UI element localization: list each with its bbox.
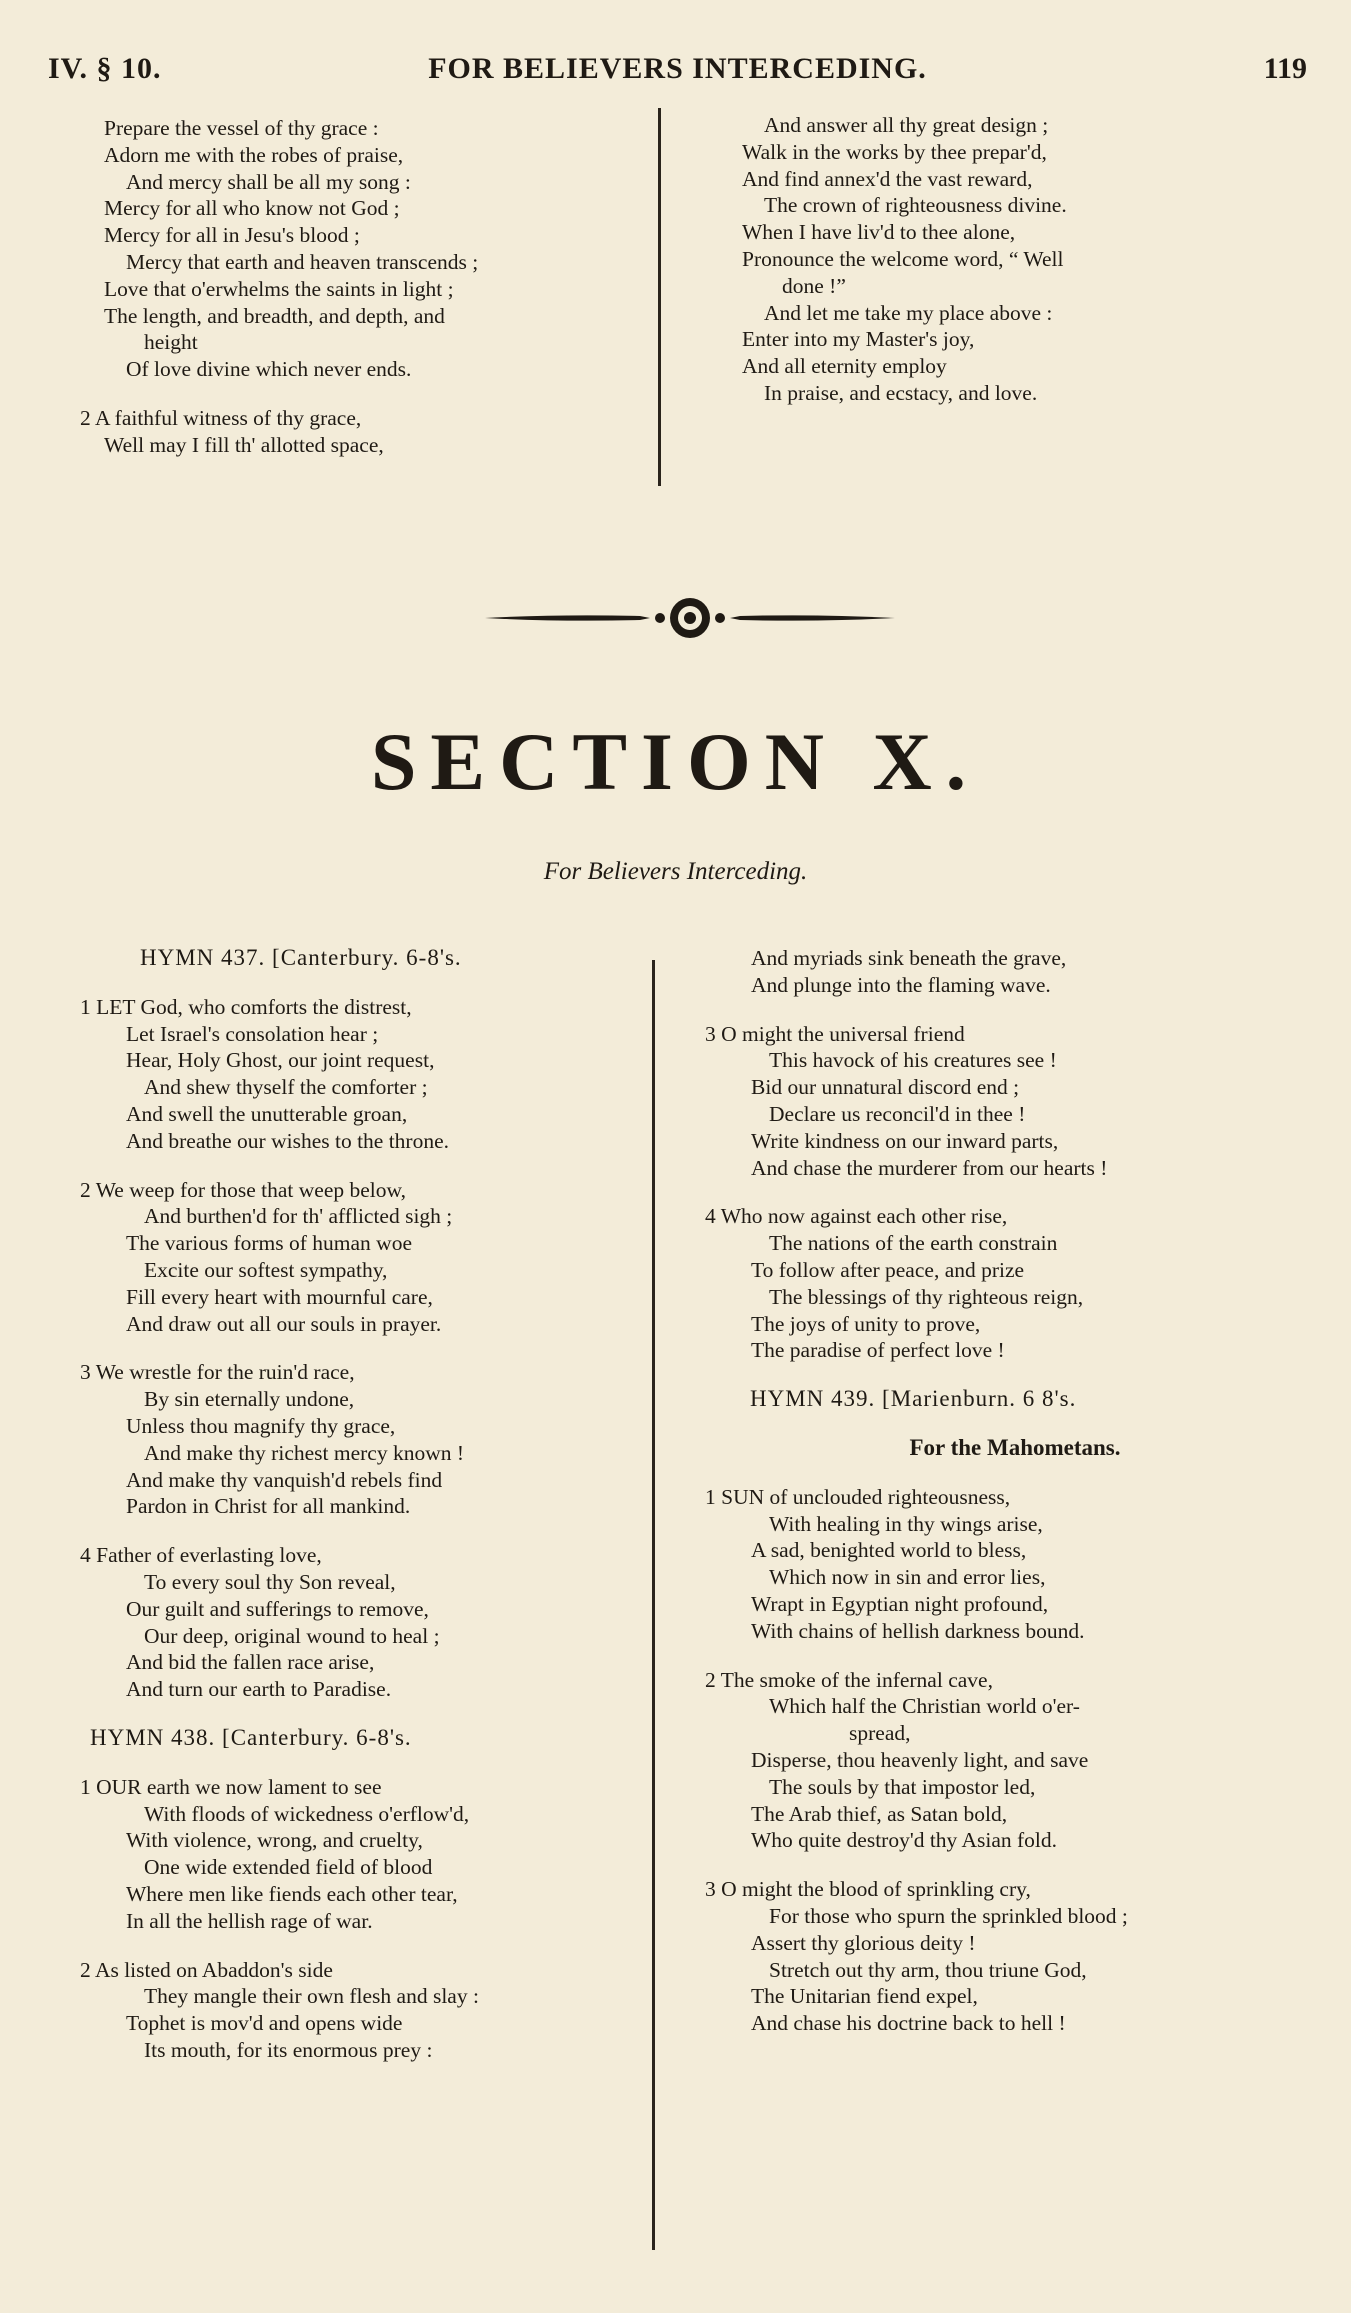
page-number: 119 <box>1263 52 1307 85</box>
verse-line: To follow after peace, and prize <box>751 1257 1025 1282</box>
verse-line: Its mouth, for its enormous prey : <box>144 2037 433 2062</box>
verse-line: spread, <box>849 1721 911 1746</box>
verse-line: Enter into my Master's joy, <box>742 327 975 352</box>
verse-line: 2 The smoke of the infernal cave, <box>705 1667 993 1692</box>
verse-line: 3 O might the universal friend <box>705 1021 965 1046</box>
verse-line: Mercy for all in Jesu's blood ; <box>104 223 360 248</box>
verse-line: Pronounce the welcome word, “ Well <box>742 246 1064 271</box>
verse-line: And myriads sink beneath the grave, <box>751 946 1067 970</box>
verse-line: Let Israel's consolation hear ; <box>126 1021 379 1046</box>
section-subtitle: For Believers Interceding. <box>543 858 808 885</box>
verse-line: Love that o'erwhelms the saints in light ; <box>104 276 454 301</box>
verse-line: And shew thyself the comforter ; <box>144 1075 428 1100</box>
left-column <box>80 945 650 2064</box>
verse-line: Well may I fill th' allotted space, <box>104 432 384 457</box>
hymn-438-text <box>80 1774 650 2064</box>
stanza-gap <box>705 1645 1325 1667</box>
verse-line: The Arab thief, as Satan bold, <box>751 1801 1008 1826</box>
verse-line: Prepare the vessel of thy grace : <box>104 116 379 140</box>
verse-line: height <box>144 330 198 355</box>
verse-line: 4 Who now against each other rise, <box>705 1204 1008 1229</box>
verse-line: The blessings of thy righteous reign, <box>769 1284 1084 1309</box>
verse-line: And let me take my place above : <box>764 300 1053 325</box>
verse-line: And chase the murderer from our hearts ! <box>751 1155 1108 1180</box>
hymn-439-text <box>705 1484 1325 2037</box>
verse-line: Our deep, original wound to heal ; <box>144 1623 440 1648</box>
running-head <box>48 52 1307 92</box>
verse-line: By sin eternally undone, <box>144 1387 355 1412</box>
verse-line: The crown of righteousness divine. <box>764 193 1067 218</box>
verse-line: In all the hellish rage of war. <box>126 1908 373 1933</box>
top-right-column <box>718 112 1318 407</box>
verse-line: They mangle their own flesh and slay : <box>144 1984 479 2009</box>
stanza-gap <box>80 1520 650 1542</box>
verse-line: With chains of hellish darkness bound. <box>751 1618 1085 1643</box>
verse-line: When I have liv'd to thee alone, <box>742 220 1016 245</box>
verse-line: Hear, Holy Ghost, our joint request, <box>126 1048 435 1073</box>
right-column <box>705 945 1325 2037</box>
verse-line: Which half the Christian world o'er- <box>769 1694 1080 1719</box>
verse-line: Assert thy glorious deity ! <box>751 1930 976 1955</box>
verse-line: And burthen'd for th' afflicted sigh ; <box>144 1204 453 1229</box>
verse-line: And bid the fallen race arise, <box>126 1650 375 1675</box>
verse-line: Which now in sin and error lies, <box>769 1565 1046 1590</box>
stanza-gap <box>80 1337 650 1359</box>
verse-line: In praise, and ecstacy, and love. <box>764 380 1038 405</box>
ornament-divider-icon <box>480 588 900 648</box>
hymn-439-heading: HYMN 439. [Marienburn. 6 8's. <box>750 1386 1077 1412</box>
verse-line: The Unitarian fiend expel, <box>751 1984 978 2009</box>
verse-line: The joys of unity to prove, <box>751 1311 981 1336</box>
column-divider-top <box>658 108 661 486</box>
section-number: IV. § 10. <box>48 52 162 85</box>
verse-line: Our guilt and sufferings to remove, <box>126 1596 429 1621</box>
verse-line: The nations of the earth constrain <box>769 1231 1058 1256</box>
stanza-gap <box>705 1181 1325 1203</box>
verse-line: Tophet is mov'd and opens wide <box>126 2011 403 2036</box>
hymn-438-heading: HYMN 438. [Canterbury. 6-8's. <box>90 1724 412 1750</box>
verse-line: Bid our unnatural discord end ; <box>751 1075 1020 1100</box>
verse-line: And swell the unutterable groan, <box>126 1101 408 1126</box>
hymn-437-heading: HYMN 437. [Canterbury. 6-8's. <box>140 945 462 970</box>
verse-line: Declare us reconcil'd in thee ! <box>769 1101 1026 1126</box>
stanza-gap <box>80 1935 650 1957</box>
verse-line: With healing in thy wings arise, <box>769 1511 1043 1536</box>
verse-line: And all eternity employ <box>742 354 947 379</box>
verse-line: And chase his doctrine back to hell ! <box>751 2011 1066 2036</box>
verse-line: 3 O might the blood of sprinkling cry, <box>705 1877 1031 1902</box>
verse-line: With violence, wrong, and cruelty, <box>126 1828 423 1853</box>
verse-line: And plunge into the flaming wave. <box>751 972 1051 997</box>
verse-line: One wide extended field of blood <box>144 1855 433 1880</box>
verse-line: The paradise of perfect love ! <box>751 1338 1005 1363</box>
verse-line: And make thy richest mercy known ! <box>144 1440 465 1465</box>
hymn-439-subheading: For the Mahometans. <box>909 1434 1121 1460</box>
verse-line: Write kindness on our inward parts, <box>751 1128 1059 1153</box>
verse-line: And draw out all our souls in prayer. <box>126 1311 442 1336</box>
verse-line: 3 We wrestle for the ruin'd race, <box>80 1360 355 1385</box>
verse-line: And turn our earth to Paradise. <box>126 1677 392 1702</box>
verse-line: Wrapt in Egyptian night profound, <box>751 1591 1049 1616</box>
verse-line: Adorn me with the robes of praise, <box>104 142 404 167</box>
verse-line: With floods of wickedness o'erflow'd, <box>144 1801 470 1826</box>
verse-line: The souls by that impostor led, <box>769 1774 1036 1799</box>
verse-line: 4 Father of everlasting love, <box>80 1543 322 1568</box>
hymn-438-continued <box>705 945 1325 1364</box>
verse-line: And make thy vanquish'd rebels find <box>126 1467 443 1492</box>
stanza-gap <box>80 383 650 405</box>
verse-line: done !” <box>782 273 846 298</box>
verse-line: Stretch out thy arm, thou triune God, <box>769 1957 1087 1982</box>
verse-line: Mercy for all who know not God ; <box>104 196 400 221</box>
verse-line: Of love divine which never ends. <box>126 357 412 382</box>
verse-line: Pardon in Christ for all mankind. <box>126 1494 411 1519</box>
verse-line: Disperse, thou heavenly light, and save <box>751 1747 1089 1772</box>
verse-line: And mercy shall be all my song : <box>126 169 411 194</box>
verse-line: This havock of his creatures see ! <box>769 1048 1057 1073</box>
verse-line: 1 LET God, who comforts the distrest, <box>80 994 412 1019</box>
verse-line: Unless thou magnify thy grace, <box>126 1413 396 1438</box>
verse-line: Fill every heart with mournful care, <box>126 1284 433 1309</box>
stanza-gap <box>705 1854 1325 1876</box>
verse-line: 2 A faithful witness of thy grace, <box>80 405 362 430</box>
verse-line: 2 As listed on Abaddon's side <box>80 1957 333 1982</box>
running-title: FOR BELIEVERS INTERCEDING. <box>428 52 927 85</box>
verse-line: 2 We weep for those that weep below, <box>80 1177 407 1202</box>
verse-line: Where men like fiends each other tear, <box>126 1881 458 1906</box>
verse-line: 1 OUR earth we now lament to see <box>80 1774 382 1799</box>
top-left-column <box>80 115 650 459</box>
verse-line: Who quite destroy'd thy Asian fold. <box>751 1828 1058 1853</box>
verse-line: To every soul thy Son reveal, <box>144 1569 396 1594</box>
verse-line: A sad, benighted world to bless, <box>751 1538 1027 1563</box>
hymn-437-text <box>80 994 650 1703</box>
stanza-gap <box>705 999 1325 1021</box>
verse-line: For those who spurn the sprinkled blood ; <box>769 1903 1128 1928</box>
verse-line: And answer all thy great design ; <box>764 113 1049 137</box>
section-title: SECTION X. <box>370 716 981 807</box>
stanza-gap <box>80 1155 650 1177</box>
verse-line: Mercy that earth and heaven transcends ; <box>126 249 479 274</box>
verse-line: The various forms of human woe <box>126 1231 412 1256</box>
verse-line: And find annex'd the vast reward, <box>742 166 1033 191</box>
verse-line: 1 SUN of unclouded righteousness, <box>705 1484 1011 1509</box>
column-divider-bottom <box>652 960 655 2250</box>
verse-line: Walk in the works by thee prepar'd, <box>742 139 1047 164</box>
verse-line: And breathe our wishes to the throne. <box>126 1128 450 1153</box>
verse-line: The length, and breadth, and depth, and <box>104 303 445 328</box>
verse-line: Excite our softest sympathy, <box>144 1257 388 1282</box>
